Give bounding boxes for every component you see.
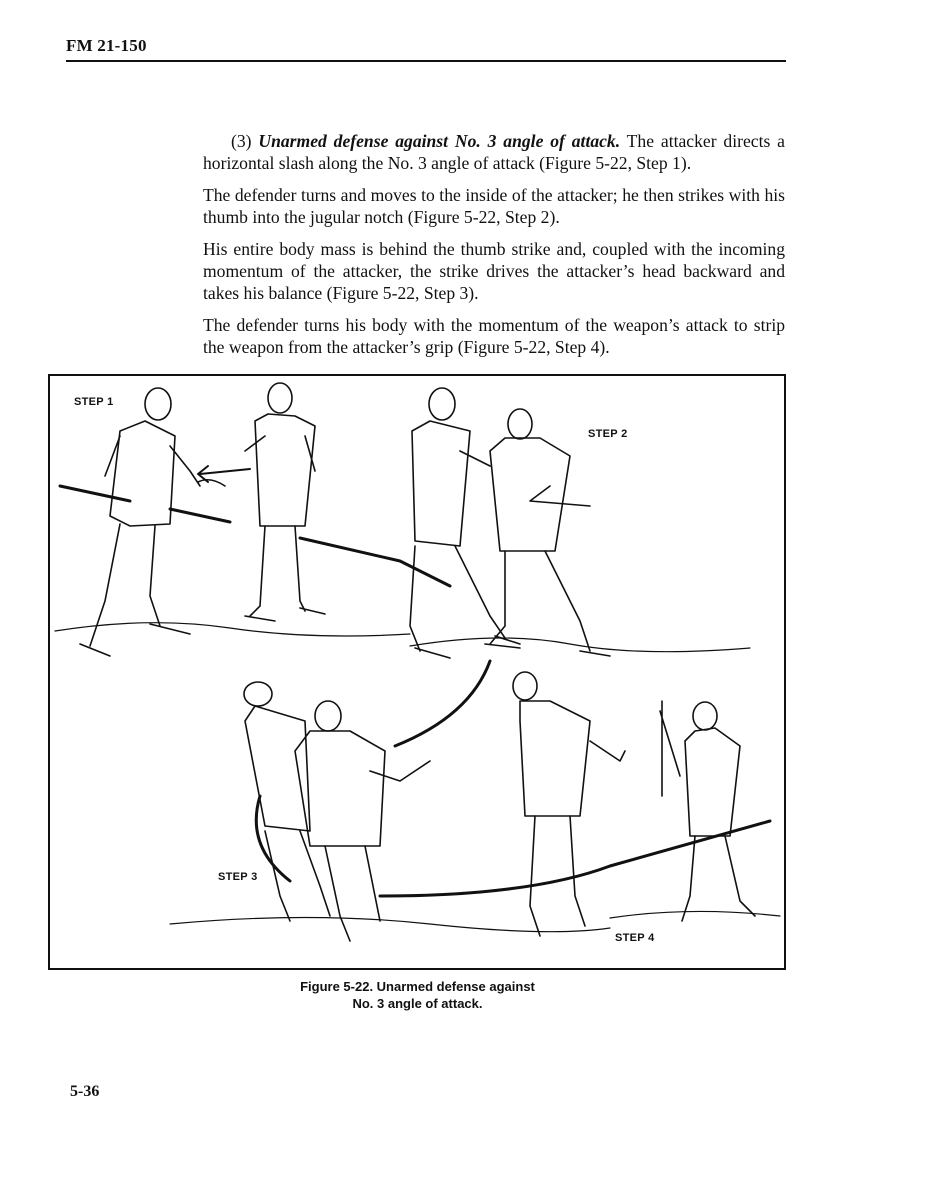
step4-attacker-figure [513,672,625,936]
ground-lines-bottom [170,911,780,931]
step-3-label: STEP 3 [218,871,258,883]
paragraph-1 [203,130,785,174]
figure-frame [48,374,786,970]
step2-defender-figure [460,409,610,656]
page-number: 5-36 [70,1083,100,1100]
paragraph-1-title: Unarmed defense against No. 3 angle of attack. [258,131,621,151]
step2-attacker-figure [410,388,520,658]
document-id: FM 21-150 [66,36,147,55]
paragraph-1-lead: (3) [231,131,259,151]
step-4-label: STEP 4 [615,932,655,944]
attack-path-line [60,486,450,586]
page-header [66,34,786,62]
caption-line-1: Figure 5-22. Unarmed defense against [300,979,535,994]
step3-defender-figure [295,701,430,941]
figure-caption [240,978,595,1012]
step-arc [395,661,490,746]
step1-defender-figure [245,383,325,621]
paragraph-3: His entire body mass is behind the thumb strike and, coupled with the incoming momentum of the attacker, the strike drives the attacker’s head backward and takes his balance (Figure 5-22, Step 3). [203,239,785,303]
paragraph-2: The defender turns and moves to the inside of the attacker; he then strikes with his thumb into the jugular notch (Figure 5-22, Step 2). [203,185,785,227]
step4-defender-figure [660,701,755,921]
body-text [203,130,785,368]
paragraph-4: The defender turns his body with the momentum of the weapon’s attack to strip the weapon from the attacker’s grip (Figure 5-22, Step 4). [203,315,785,357]
figure-illustration [50,376,784,968]
step1-attacker-figure [80,388,225,656]
paragraph-1-body: The attacker directs a horizontal slash along the No. 3 angle of attack (Figure 5-22, Step 1). [203,131,785,173]
step3-attacker-figure [244,682,330,921]
step-1-label: STEP 1 [74,396,114,408]
step-2-label: STEP 2 [588,428,628,440]
caption-line-2: No. 3 angle of attack. [352,996,483,1011]
